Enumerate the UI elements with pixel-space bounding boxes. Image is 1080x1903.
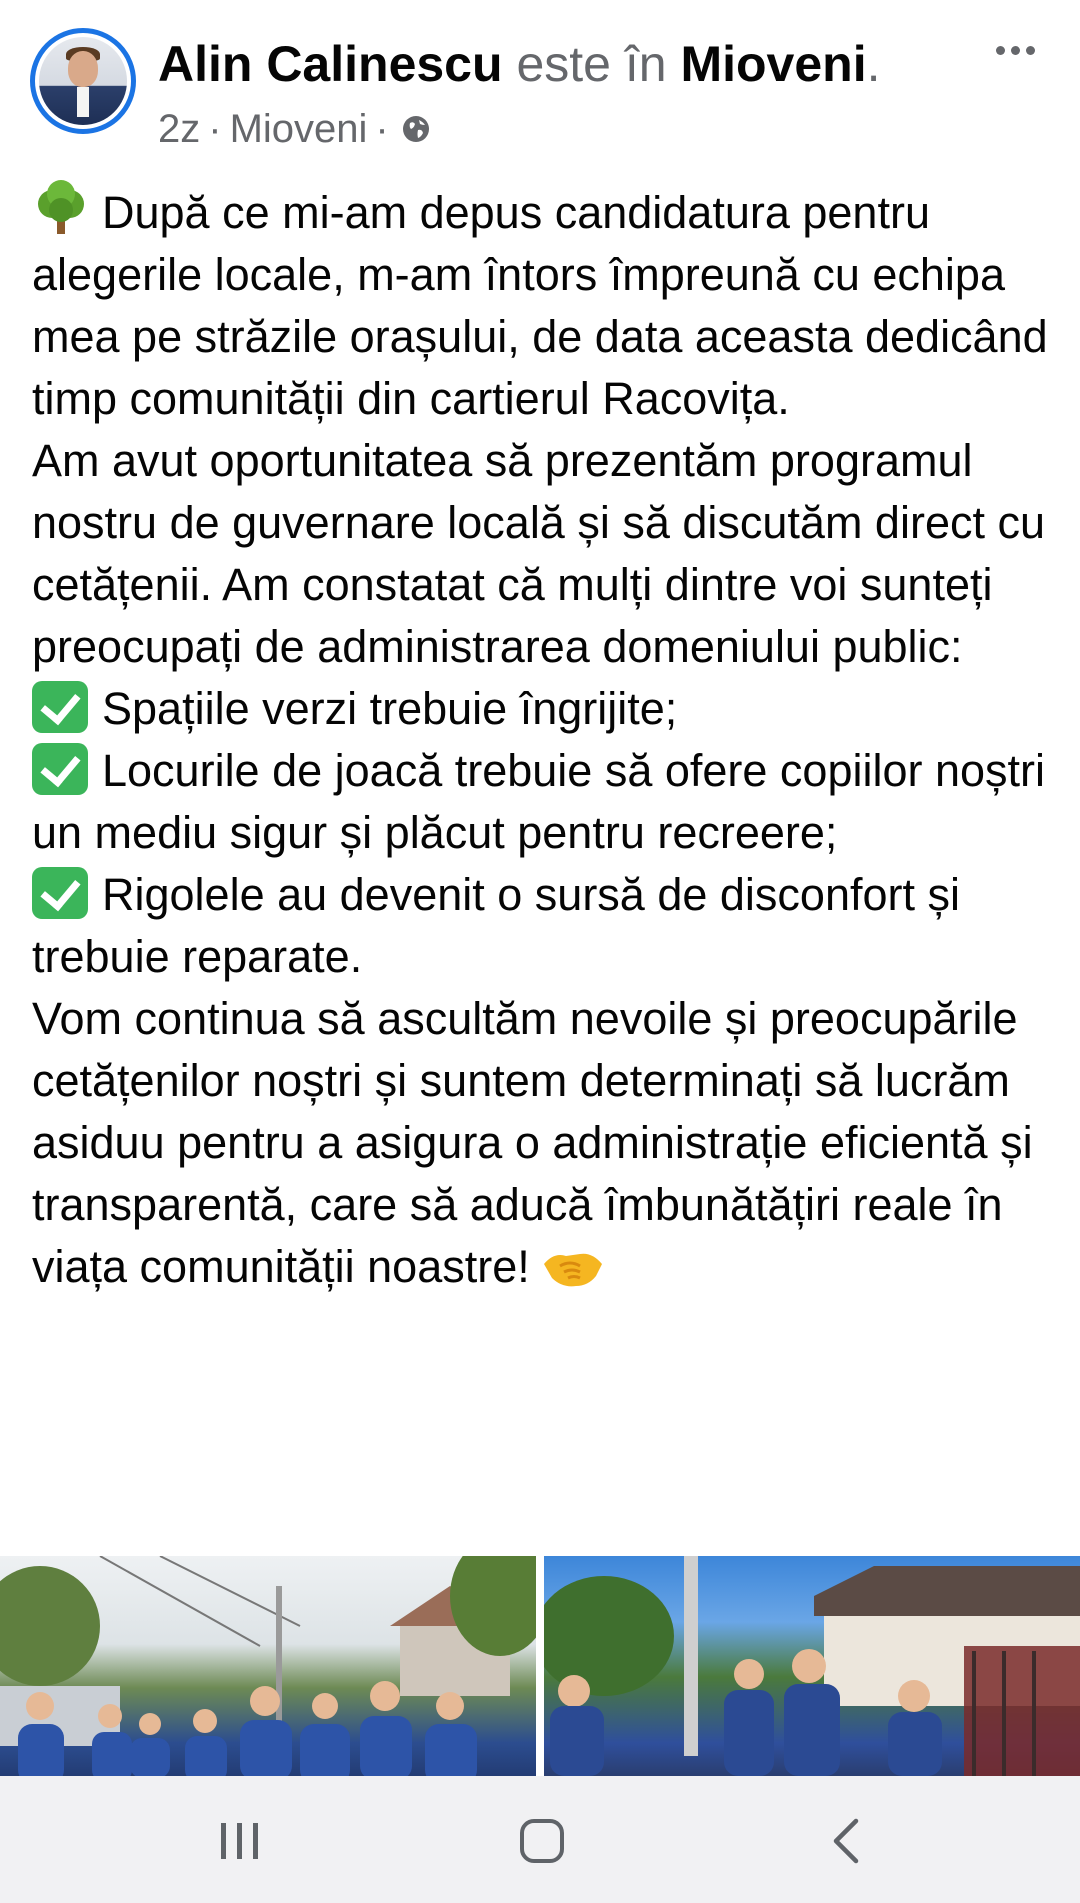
bullet-1-text: Spațiile verzi trebuie îngrijite; — [102, 683, 678, 734]
bullet-1 — [32, 678, 1062, 740]
photo-conversation-gate[interactable] — [544, 1556, 1080, 1776]
check-mark-icon — [32, 743, 88, 795]
photo-grid — [0, 1556, 1080, 1776]
period: . — [866, 36, 881, 92]
paragraph-1-text: După ce mi-am depus candidatura pentru alegerile locale, m-am întors împreună cu echipa mea pe străzile orașului, de data aceasta dedicând timp comunității din cartierul Racovița. — [32, 187, 1048, 424]
check-mark-icon — [32, 681, 88, 733]
handshake-icon — [540, 1242, 606, 1292]
author-name[interactable]: Alin Calinescu — [158, 36, 503, 92]
photo-group-street[interactable] — [0, 1556, 536, 1776]
meta-location[interactable]: Mioveni — [229, 107, 368, 151]
paragraph-2 — [32, 430, 1062, 678]
bullet-3 — [32, 864, 1062, 988]
closing-paragraph — [32, 988, 1062, 1298]
post-body — [32, 180, 1062, 1298]
author-avatar[interactable] — [30, 28, 136, 134]
recent-apps-icon[interactable] — [195, 1806, 285, 1876]
check-mark-icon — [32, 867, 88, 919]
meta-separator: · — [375, 107, 389, 151]
location-link[interactable]: Mioveni — [680, 36, 867, 92]
tree-icon — [32, 180, 90, 238]
avatar-photo — [39, 37, 127, 125]
paragraph-2-text: Am avut oportunitatea să prezentăm programul nostru de guvernare locală și să discutăm direct cu cetățenii. Am constatat că mulți dintre voi sunteți preocupați de administrarea domeniului public: — [32, 435, 1046, 672]
system-navigation-bar — [0, 1776, 1080, 1903]
post-time[interactable]: 2z — [158, 107, 201, 151]
more-options-icon[interactable] — [980, 32, 1050, 68]
meta-separator: · — [208, 107, 222, 151]
author-line — [158, 34, 881, 94]
bullet-3-text: Rigolele au devenit o sursă de disconfort și trebuie reparate. — [32, 869, 960, 982]
bullet-2 — [32, 740, 1062, 864]
home-icon[interactable] — [497, 1806, 587, 1876]
closing-text: Vom continua să ascultăm nevoile și preocupările cetățenilor noștri și suntem determinați să lucrăm asiduu pentru a asigura o administrație eficientă și transparentă, care să aducă îmbunătățiri reale în viața comunității noastre! — [32, 993, 1033, 1292]
post-meta — [158, 104, 431, 154]
action-text: este în — [516, 36, 667, 92]
globe-icon — [401, 114, 431, 144]
bullet-2-text: Locurile de joacă trebuie să ofere copiilor noștri un mediu sigur și plăcut pentru recreere; — [32, 745, 1046, 858]
paragraph-1 — [32, 180, 1062, 430]
post-header — [0, 0, 1080, 160]
back-icon[interactable] — [800, 1806, 890, 1876]
